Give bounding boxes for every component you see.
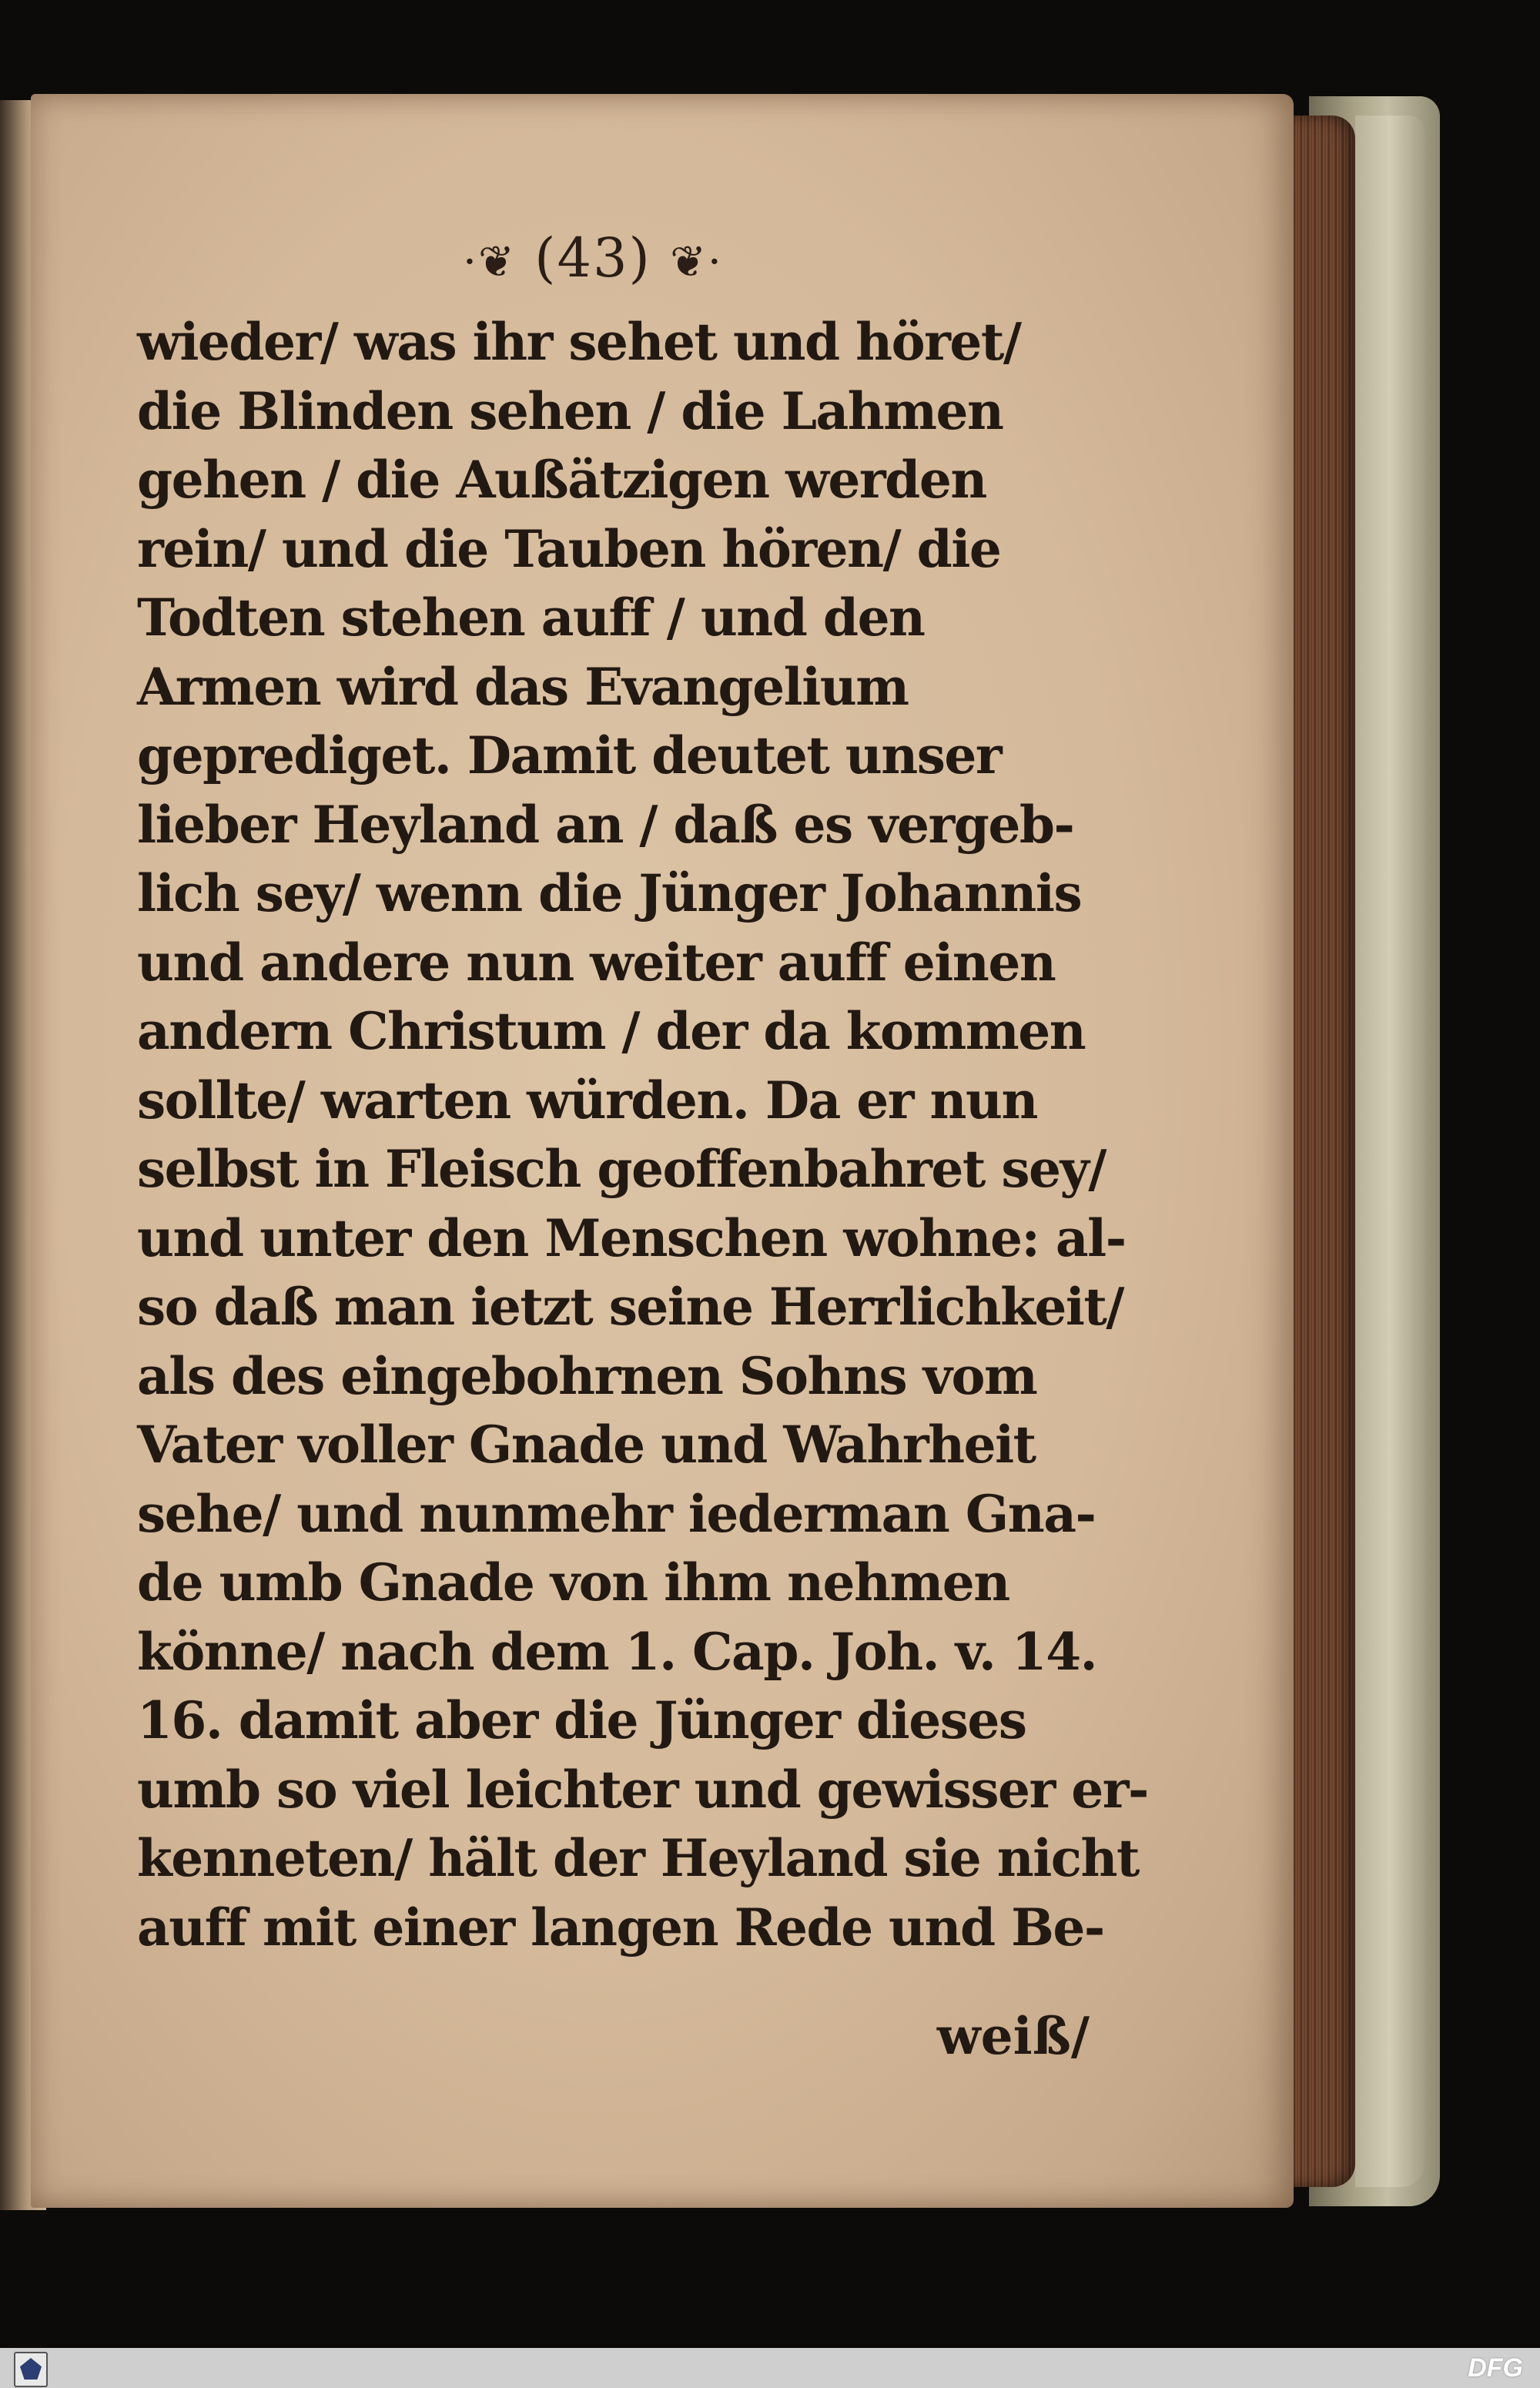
text-line: gehen / die Außätzigen werden <box>137 450 986 510</box>
text-line: so daß man ietzt seine Herrlichkeit/ <box>137 1277 1124 1337</box>
text-line: de umb Gnade von ihm nehmen <box>137 1552 1009 1613</box>
text-line: umb so viel leichter und gewisser er- <box>137 1759 1148 1820</box>
body-text <box>137 308 1148 1962</box>
text-line: auff mit einer langen Rede und Be- <box>137 1897 1104 1958</box>
text-line: lich sey/ wenn die Jünger Johannis <box>137 863 1082 923</box>
text-line: und unter den Menschen wohne: al- <box>137 1207 1126 1268</box>
page-header <box>385 223 801 293</box>
text-line: könne/ nach dem 1. Cap. Joh. v. 14. <box>137 1621 1097 1682</box>
library-crest-icon <box>14 2352 48 2387</box>
text-line: die Blinden sehen / die Lahmen <box>137 380 1003 441</box>
text-line: 16. damit aber die Jünger dieses <box>137 1690 1026 1750</box>
text-line: Vater voller Gnade und Wahrheit <box>137 1415 1036 1475</box>
text-line: selbst in Fleisch geoffenbahret sey/ <box>137 1139 1106 1199</box>
text-line: andern Christum / der da kommen <box>137 1001 1086 1061</box>
right-ornament-icon: ❦· <box>670 237 723 287</box>
text-line: geprediget. Damit deutet unser <box>137 725 1002 785</box>
text-line: und andere nun weiter auff einen <box>137 932 1056 993</box>
left-ornament-icon: ·❦ <box>463 237 516 287</box>
text-line: wieder/ was ihr sehet und höret/ <box>137 312 1021 372</box>
text-line: Todten stehen auff / und den <box>137 588 925 648</box>
book-cover-inner <box>1355 116 1424 2187</box>
text-line: sollte/ warten würden. Da er nun <box>137 1070 1038 1130</box>
text-line: rein/ und die Tauben hören/ die <box>137 518 1001 579</box>
text-line: kenneten/ hält der Heyland sie nicht <box>137 1828 1139 1888</box>
text-line: Armen wird das Evangelium <box>137 656 909 717</box>
text-line: lieber Heyland an / daß es vergeb- <box>137 794 1074 855</box>
page-number: (43) <box>534 226 651 290</box>
text-line: als des eingebohrnen Sohns vom <box>137 1345 1037 1406</box>
viewer-footer <box>0 2348 1540 2388</box>
catchword: weiß/ <box>936 2006 1090 2066</box>
dfg-logo: DFG <box>1468 2353 1523 2383</box>
text-line: sehe/ und nunmehr iederman Gna- <box>137 1483 1096 1544</box>
